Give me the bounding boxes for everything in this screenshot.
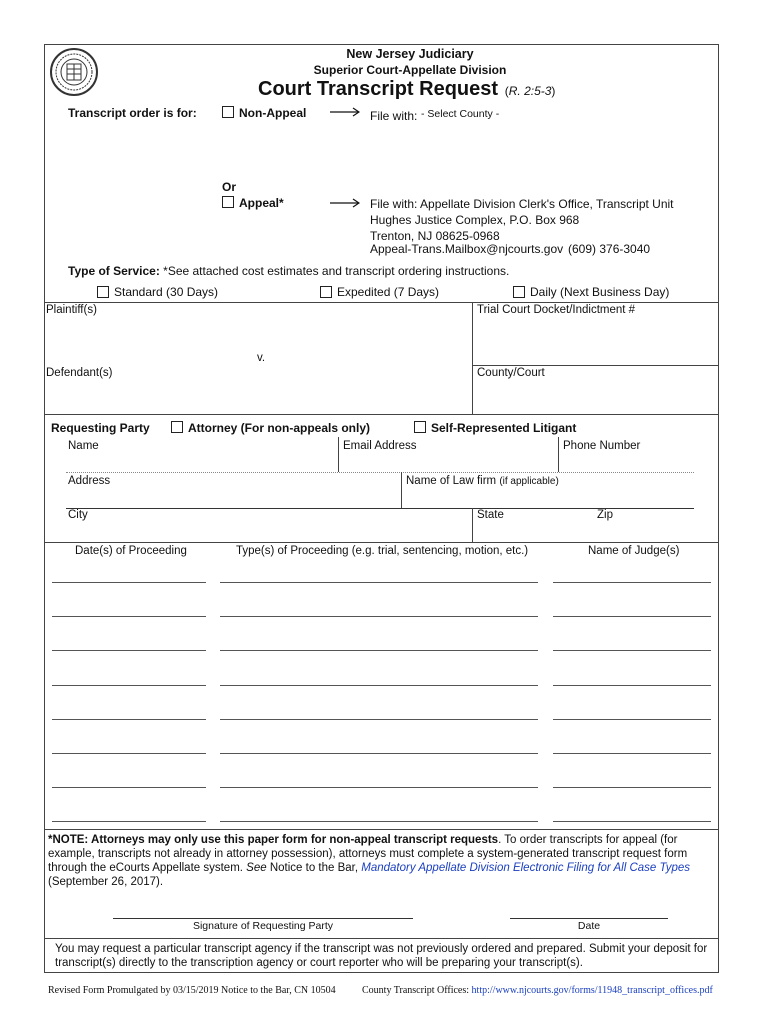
attorney-label: Attorney (For non-appeals only) — [188, 421, 371, 435]
divider — [558, 437, 559, 472]
appeal-phone: (609) 376-3040 — [568, 242, 651, 256]
self-represented-checkbox[interactable] — [414, 421, 426, 433]
defendants-field[interactable]: Defendant(s) — [46, 367, 113, 379]
zip-field[interactable]: Zip — [597, 509, 613, 521]
proceeding-judge-input[interactable] — [553, 650, 711, 651]
note-text1: . To order transcripts for appeal (for example, transcripts not already in attorney possession), attorneys must complete a system-generated transcript request form through the eCourts Appellate system. — [48, 834, 688, 874]
expedited-label: Expedited (7 Days) — [337, 285, 440, 299]
proceeding-judge-input[interactable] — [553, 616, 711, 617]
proceeding-type-input[interactable] — [220, 616, 538, 617]
proceeding-judge-input[interactable] — [553, 821, 711, 822]
standard-checkbox[interactable] — [97, 286, 109, 298]
division-name: Superior Court-Appellate Division — [313, 63, 507, 77]
offices-link[interactable]: http://www.njcourts.gov/forms/11948_transcript_offices.pdf — [471, 985, 713, 996]
judiciary-name: New Jersey Judiciary — [346, 47, 474, 61]
divider — [44, 938, 719, 939]
judges-header: Name of Judge(s) — [588, 545, 680, 557]
proceeding-type-input[interactable] — [220, 787, 538, 788]
proceeding-judge-input[interactable] — [553, 719, 711, 720]
proceeding-type-input[interactable] — [220, 685, 538, 686]
divider — [472, 302, 473, 414]
divider — [44, 414, 719, 415]
appeal-address-line1: File with: Appellate Division Clerk's Office, Transcript Unit — [370, 197, 674, 211]
self-represented-label: Self-Represented Litigant — [431, 421, 577, 435]
law-firm-note: (if applicable) — [499, 476, 559, 487]
arrow-right-icon — [330, 198, 360, 208]
order-label: Transcript order is for: — [68, 106, 197, 120]
non-appeal-checkbox[interactable] — [222, 106, 234, 118]
agency-note: You may request a particular transcript agency if the transcript was not previously ordered and prepared. Submit your deposit for transcript(s) directly to the transcription agency or court reporter who will be preparing your transcript(s). — [55, 943, 708, 969]
law-firm-field[interactable] — [406, 475, 559, 487]
proceeding-type-input[interactable] — [220, 582, 538, 583]
appeal-address-line2: Hughes Justice Complex, P.O. Box 968 — [370, 213, 580, 227]
attorney-checkbox[interactable] — [171, 421, 183, 433]
divider — [338, 437, 339, 472]
divider — [44, 542, 719, 543]
rule-reference: R. 2:5-3 — [508, 84, 552, 98]
proceeding-date-input[interactable] — [52, 821, 206, 822]
proceeding-date-input[interactable] — [52, 616, 206, 617]
versus-label: v. — [257, 352, 266, 364]
ecourts-notice-link[interactable]: Mandatory Appellate Division Electronic Filing for All Case Types — [361, 862, 690, 874]
divider — [472, 365, 719, 366]
name-field[interactable]: Name — [68, 440, 99, 452]
appeal-label: Appeal* — [239, 196, 284, 210]
proceeding-date-input[interactable] — [52, 685, 206, 686]
offices-label: County Transcript Offices: — [362, 985, 470, 996]
page-title: Court Transcript Request — [258, 78, 499, 100]
city-field[interactable]: City — [68, 509, 88, 521]
appeal-email: Appeal-Trans.Mailbox@njcourts.gov — [370, 242, 564, 256]
proceeding-date-input[interactable] — [52, 582, 206, 583]
note-see: See — [246, 862, 267, 874]
state-field[interactable]: State — [477, 509, 504, 521]
date-line[interactable] — [510, 918, 668, 919]
signature-label: Signature of Requesting Party — [192, 920, 334, 932]
phone-field[interactable]: Phone Number — [563, 440, 641, 452]
law-firm-label: Name of Law firm — [406, 475, 497, 487]
revision-note: Revised Form Promulgated by 03/15/2019 Notice to the Bar, CN 10504 — [48, 985, 336, 996]
attorney-note — [48, 833, 708, 889]
appeal-address-line3: Trenton, NJ 08625-0968 — [370, 229, 500, 243]
signature-line[interactable] — [113, 918, 413, 919]
page-title-row: Court Transcript Request (R. 2:5-3) — [258, 78, 556, 100]
divider — [66, 472, 694, 473]
daily-checkbox[interactable] — [513, 286, 525, 298]
proceeding-type-input[interactable] — [220, 650, 538, 651]
daily-label: Daily (Next Business Day) — [530, 285, 670, 299]
proceeding-date-input[interactable] — [52, 650, 206, 651]
standard-label: Standard (30 Days) — [114, 285, 219, 299]
service-note: *See attached cost estimates and transcript ordering instructions. — [163, 264, 510, 278]
proceeding-judge-input[interactable] — [553, 582, 711, 583]
note-bold: *NOTE: Attorneys may only use this paper form for non-appeal transcript requests — [48, 834, 499, 846]
offices-row — [362, 985, 713, 996]
file-with-label: File with: — [370, 109, 418, 123]
proceeding-judge-input[interactable] — [553, 685, 711, 686]
or-label: Or — [222, 180, 237, 194]
note-text2: Notice to the Bar, — [266, 862, 362, 874]
appeal-checkbox[interactable] — [222, 196, 234, 208]
county-court-field[interactable]: County/Court — [477, 367, 545, 379]
county-select[interactable]: - Select County - — [421, 108, 500, 120]
docket-field[interactable]: Trial Court Docket/Indictment # — [477, 304, 636, 316]
proceeding-date-input[interactable] — [52, 787, 206, 788]
plaintiffs-field[interactable]: Plaintiff(s) — [46, 304, 97, 316]
non-appeal-label: Non-Appeal — [239, 106, 307, 120]
divider — [44, 302, 719, 303]
note-text3: (September 26, 2017). — [48, 876, 164, 888]
date-label: Date — [577, 920, 601, 932]
proceeding-judge-input[interactable] — [553, 787, 711, 788]
proceeding-judge-input[interactable] — [553, 753, 711, 754]
service-label: Type of Service: — [68, 264, 160, 278]
arrow-right-icon — [330, 107, 360, 117]
divider — [44, 829, 719, 830]
proceeding-type-input[interactable] — [220, 753, 538, 754]
expedited-checkbox[interactable] — [320, 286, 332, 298]
service-row — [68, 264, 509, 278]
types-header: Type(s) of Proceeding (e.g. trial, sentencing, motion, etc.) — [236, 545, 529, 557]
divider — [401, 472, 402, 508]
dates-header: Date(s) of Proceeding — [75, 545, 187, 557]
proceeding-type-input[interactable] — [220, 719, 538, 720]
address-field[interactable]: Address — [68, 475, 111, 487]
proceeding-date-input[interactable] — [52, 753, 206, 754]
proceeding-type-input[interactable] — [220, 821, 538, 822]
proceeding-date-input[interactable] — [52, 719, 206, 720]
email-field[interactable]: Email Address — [343, 440, 417, 452]
requesting-party-label: Requesting Party — [51, 421, 150, 435]
divider — [472, 508, 473, 542]
